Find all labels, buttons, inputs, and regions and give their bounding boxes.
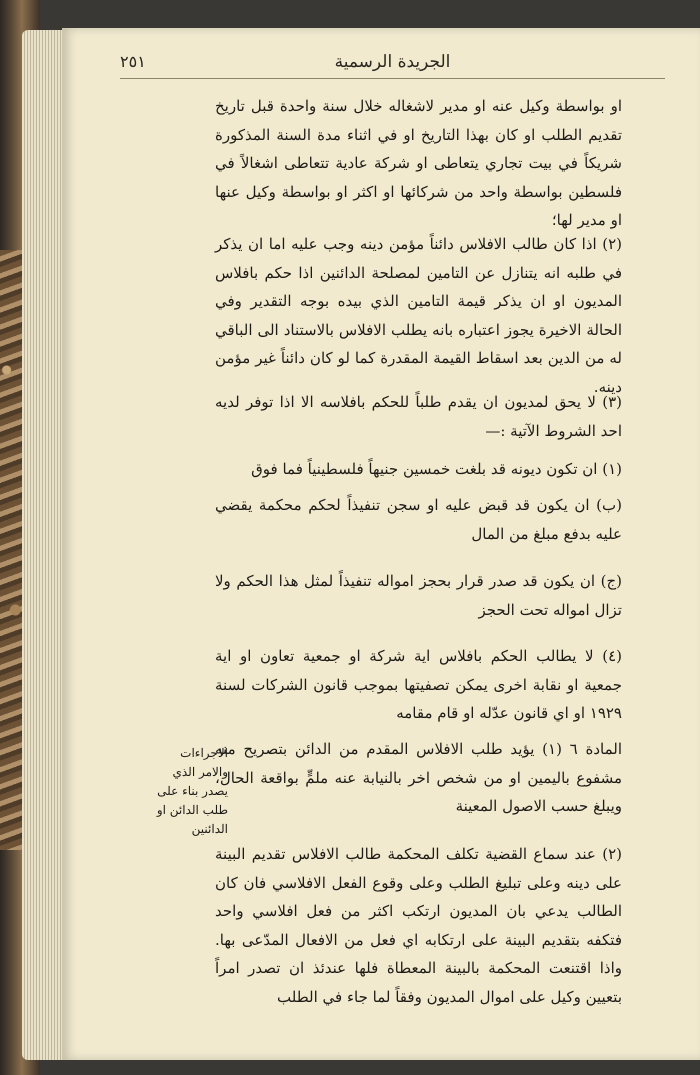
article-6-clause-2: (٢) عند سماع القضية تكلف المحكمة طالب الافلاس تقديم البينة على دينه وعلى تبليغ الطلب وعلى وقوع الفعل الافلاسي فان كان الطالب يدعي بان المديون ارتكب اكثر من فعل افلاسي واحد فتكفه بتقديم البينة على ارتكابه اي فعل من الافعال المدّعى بها. واذا اقتنعت المحكمة بالبينة المعطاة فلها عندئذ ان تصدر امراً بتعيين وكيل على اموال المديون وفقاً لما جاء في الطلب xyxy=(215,845,622,1006)
page-number: ٢٥١ xyxy=(120,52,146,71)
margin-note: الاجراءات والامر الذي يصدر بناء على طلب الدائن او الدائنين xyxy=(156,746,228,836)
paragraph-2: (٢) اذا كان طالب الافلاس دائناً مؤمن دينه وجب عليه اما ان يذكر في طلبه انه يتنازل عن التامين لمصلحة الدائنين اذا حكم بافلاس المديون او ان يذكر قيمة التامين الذي بيده بوجه التقدير وفي الحالة الاخيرة يجوز اعتباره بانه يطلب الافلاس بالاستناد الى الباقي له من الدين بعد اسقاط القيمة المقدرة كما لو كان دائناً غير مؤمن دينه. xyxy=(215,235,622,396)
page-header xyxy=(120,52,665,79)
condition-a: (١) ان تكون ديونه قد بلغت خمسين جنيهاً فلسطينياً فما فوق xyxy=(251,460,622,478)
condition-b: (ب) ان يكون قد قبض عليه او سجن تنفيذاً لحكم محكمة يقضي عليه بدفع مبلغ من المال xyxy=(215,496,622,543)
paragraph-3: (٣) لا يحق لمديون ان يقدم طلباً للحكم بافلاسه الا اذا توفر لديه احد الشروط الآتية :— xyxy=(215,393,622,440)
journal-title: الجريدة الرسمية xyxy=(334,52,451,72)
paragraph-4: (٤) لا يطالب الحكم بافلاس اية شركة او جمعية تعاون او اية جمعية او نقابة اخرى يمكن تصفيتها بموجب قانون الشركات لسنة ١٩٢٩ او اي قانون عدّله او قام مقامه xyxy=(215,647,622,722)
article-6-clause-1: المادة ٦ (١) يؤيد طلب الافلاس المقدم من الدائن بتصريح منه مشفوع باليمين او من شخص اخر بالنيابة عنه ملمٍّ بواقعة الحال، ويبلغ حسب الاصول المعينة xyxy=(215,740,622,815)
condition-c: (ج) ان يكون قد صدر قرار بحجز امواله تنفيذاً لمثل هذا الحكم ولا تزال امواله تحت الحجز xyxy=(215,572,622,619)
marbled-page-edge xyxy=(0,250,22,850)
intro-paragraph: او بواسطة وكيل عنه او مدير لاشغاله خلال سنة واحدة قبل تاريخ تقديم الطلب او كان بهذا التاريخ او في اثناء مدة السنة المذكورة شريكاً في بيت تجاري يتعاطى او شركة عادية تتعاطى اشغالاً في فلسطين بواسطة واحد من شركائها او اكثر او بواسطة وكيل عنها او مدير لها؛ xyxy=(215,97,622,229)
